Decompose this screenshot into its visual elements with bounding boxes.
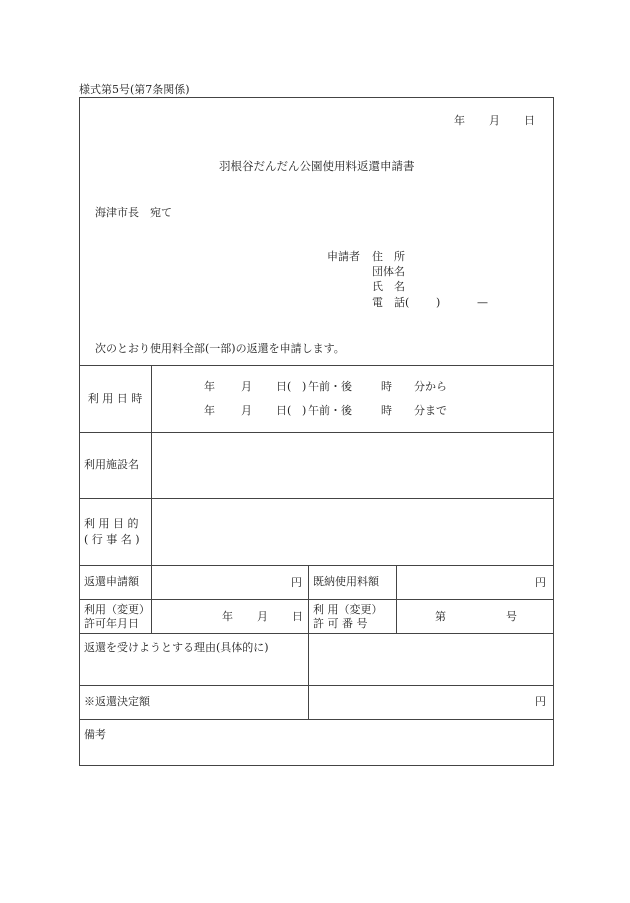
- middle-column-divider: [308, 565, 309, 719]
- purpose-field[interactable]: [152, 499, 552, 565]
- remarks-label: 備考: [84, 728, 106, 741]
- addressee: 海津市長 宛て: [95, 206, 172, 219]
- usage-to-suffix: 分まで: [414, 404, 447, 417]
- divider-remarks-top: [79, 719, 553, 720]
- usage-to-ampm: 午前・後: [308, 404, 352, 417]
- org-label: 団体名: [372, 265, 405, 278]
- name-label: 氏 名: [372, 280, 405, 293]
- usage-to-year: 年: [204, 404, 215, 417]
- usage-datetime-label: 利 用 日 時: [87, 391, 143, 405]
- permit-date-label-line1: 利用（変更）: [84, 602, 150, 616]
- permit-no-label-line1: 利 用（変更）: [313, 602, 383, 616]
- usage-to-paren: ): [302, 404, 307, 417]
- reason-label: 返還を受けようとする理由(具体的に): [84, 641, 269, 654]
- usage-from-paren: ): [302, 380, 307, 393]
- permit-no-prefix: 第: [435, 610, 446, 623]
- usage-from-day: 日(: [276, 380, 292, 393]
- decision-label: ※返還決定額: [84, 695, 150, 709]
- decision-yen: 円: [535, 695, 546, 708]
- permit-date-month: 月: [257, 610, 268, 623]
- permit-date-label-line2: 許可年月日: [84, 616, 139, 630]
- usage-from-month: 月: [241, 380, 252, 393]
- facility-label: 利用施設名: [84, 458, 139, 472]
- paid-fee-label: 既納使用料額: [313, 575, 379, 589]
- date-month: 月: [489, 114, 500, 127]
- form-number: 様式第5号(第7条関係): [79, 83, 190, 96]
- paid-fee-yen: 円: [535, 576, 546, 589]
- permit-date-label: [84, 600, 150, 633]
- divider-reason-top: [79, 633, 553, 634]
- applicant-label: 申請者: [327, 250, 360, 263]
- date-year: 年: [454, 114, 465, 127]
- phone-label: 電 話(: [372, 296, 410, 309]
- purpose-label-line1: 利 用 目 的: [84, 517, 139, 531]
- usage-from-hour: 時: [381, 380, 392, 393]
- permit-no-suffix: 号: [506, 610, 517, 623]
- permit-date-year: 年: [222, 610, 233, 623]
- purpose-label-line2: ( 行 事 名 ): [84, 533, 140, 546]
- reason-field[interactable]: [80, 656, 552, 684]
- address-label: 住 所: [372, 250, 405, 263]
- intro-text: 次のとおり使用料全部(一部)の返還を申請します。: [95, 342, 345, 355]
- usage-to-day: 日(: [276, 404, 292, 417]
- usage-to-month: 月: [241, 404, 252, 417]
- form-title: 羽根谷だんだん公園使用料返還申請書: [219, 159, 415, 173]
- remarks-field[interactable]: [80, 742, 552, 763]
- phone-dash: —: [477, 296, 488, 309]
- permit-date-day: 日: [292, 610, 303, 623]
- refund-amount-yen: 円: [291, 576, 302, 589]
- usage-to-hour: 時: [381, 404, 392, 417]
- paid-fee-field[interactable]: [397, 566, 552, 599]
- divider-decision-top: [79, 685, 553, 686]
- usage-from-suffix: 分から: [414, 380, 447, 393]
- usage-from-ampm: 午前・後: [308, 380, 352, 393]
- usage-from-year: 年: [204, 380, 215, 393]
- permit-no-label: [313, 600, 383, 633]
- phone-close-paren: ): [436, 296, 441, 309]
- refund-amount-label: 返還申請額: [84, 575, 139, 589]
- date-day: 日: [524, 114, 535, 127]
- facility-field[interactable]: [152, 433, 552, 498]
- purpose-label: [84, 499, 140, 565]
- refund-amount-field[interactable]: [152, 566, 308, 599]
- permit-no-label-line2: 許 可 番 号: [313, 616, 368, 630]
